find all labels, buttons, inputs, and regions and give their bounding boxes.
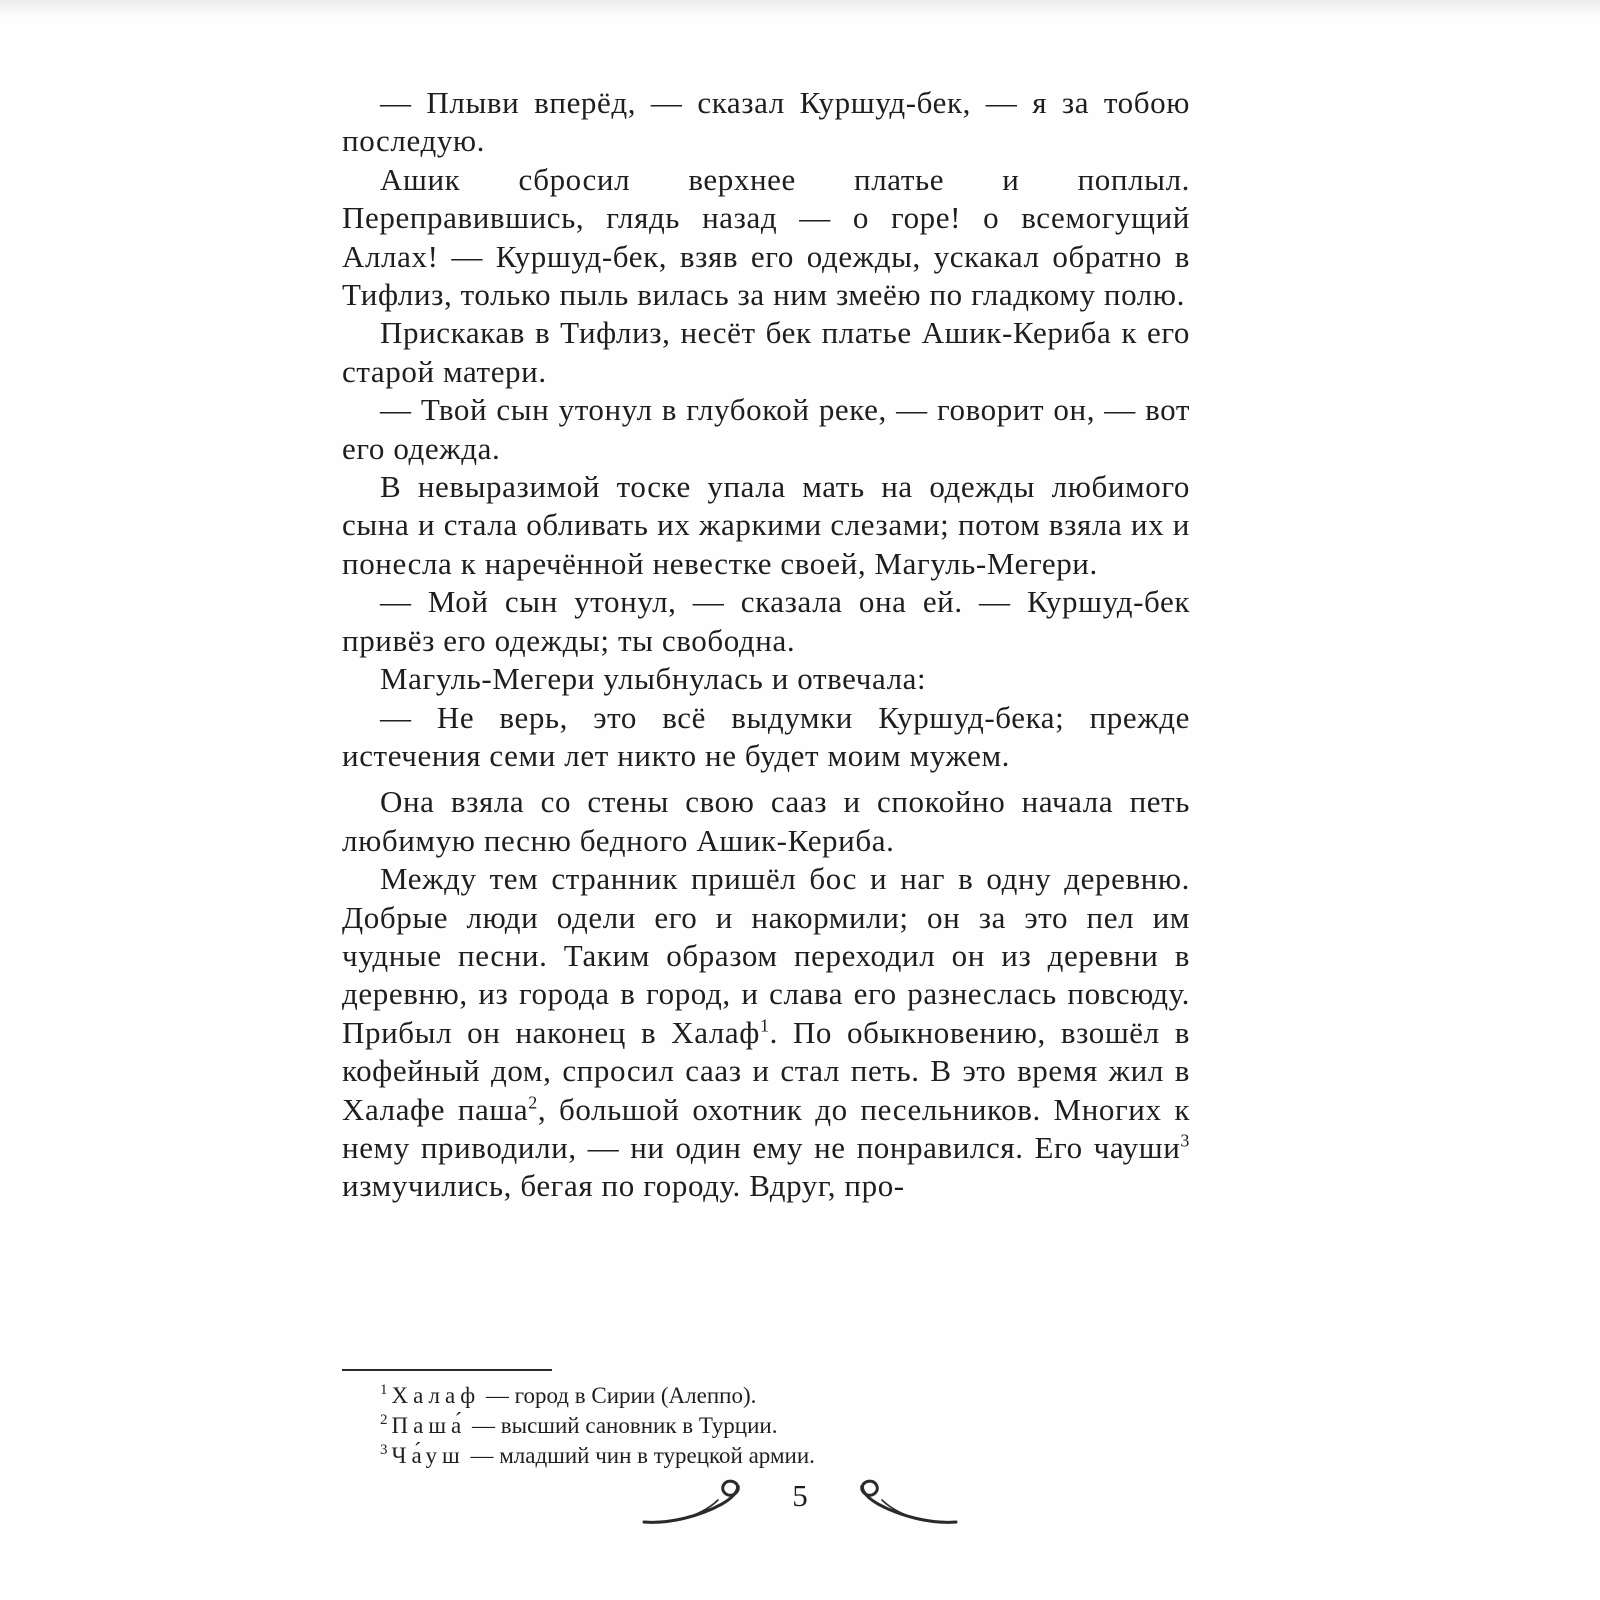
footnote-ref-1[interactable]: 1 [759,1015,770,1036]
footnote-number: 1 [380,1382,388,1399]
paragraph-8: — Не верь, это всё выдумки Куршуд-бека; прежде истечения семи лет никто не будет моим мужем. [342,699,1190,773]
paragraph-10-part-3: , большой охотник до песельников. Многих к нему приводили, — ни один ему не понравился. Его чауши [342,1091,1191,1165]
paragraph-1: — Плыви вперёд, — сказал Куршуд-бек, — я за тобою последую. [342,85,1190,159]
footnote-number: 3 [380,1442,388,1459]
footnotes [342,1381,1190,1471]
footnote-2 [342,1411,1190,1441]
footnote-text: — высший сановник в Турции. [466,1413,778,1438]
main-text [342,84,1190,1206]
paragraph-9: Она взяла со стены свою сааз и спокойно начала петь любимую песню бедного Ашик-Кериба. [342,784,1190,858]
footnote-3 [342,1441,1190,1471]
paragraph-6: — Мой сын утонул, — сказала она ей. — Куршуд-бек привёз его одежды; ты свободна. [342,584,1190,658]
paragraph-2: Ашик сбросил верхнее платье и поплыл. Переправившись, глядь назад — о горе! о всемогущий Аллах! — Куршуд-бек, взяв его одежды, ускакал обратно в Тифлиз, только пыль вилась за ним змеёю по гладкому полю. [342,161,1190,313]
paragraph-7: Магуль-Мегери улыбнулась и отвечала: [380,661,927,697]
page-number: 5 [792,1478,808,1513]
paragraph-5: В невыразимой тоске упала мать на одежды любимого сына и стала обливать их жаркими слезами; потом взяла их и понесла к наречённой невестке своей, Магуль-Мегери. [342,469,1190,581]
footnote-number: 2 [380,1412,388,1429]
paragraph-10-part-1: Между тем странник пришёл бос и наг в одну деревню. Добрые люди одели его и накормили; он за это пел им чудные песни. Таким образом переходил он из деревни в деревню, из города в город, и слава его разнеслась повсюду. Прибыл он наконец в Халаф [342,861,1190,1050]
page-footer [640,1470,960,1540]
paragraph-10-part-2: . По обыкновению, взошёл в кофейный дом, спросил сааз и стал петь. В это время жил в Халафе паша [342,1014,1190,1127]
footnote-ref-2[interactable]: 2 [528,1092,538,1113]
footnote-term: Халаф [391,1383,481,1408]
footnote-text: — город в Сирии (Алеппо). [480,1383,757,1408]
footnote-term: Паша́ [391,1413,467,1438]
paragraph-10 [342,860,1190,1206]
paragraph-3: Прискакав в Тифлиз, несёт бек платье Ашик-Кериба к его старой матери. [342,315,1190,389]
footnote-ref-3[interactable]: 3 [1180,1130,1190,1151]
paragraph-10-part-4: измучились, бегая по городу. Вдруг, про- [342,1168,905,1204]
footnote-term: Ча́уш [391,1443,465,1468]
paragraph-4: — Твой сын утонул в глубокой реке, — говорит он, — вот его одежда. [342,392,1190,466]
footnote-1 [342,1381,1190,1411]
footnote-divider [342,1369,552,1371]
right-flourish-ornament-icon [830,1470,960,1540]
page-top-shadow [0,0,1600,18]
footnote-text: — младший чин в турецкой армии. [464,1443,815,1468]
